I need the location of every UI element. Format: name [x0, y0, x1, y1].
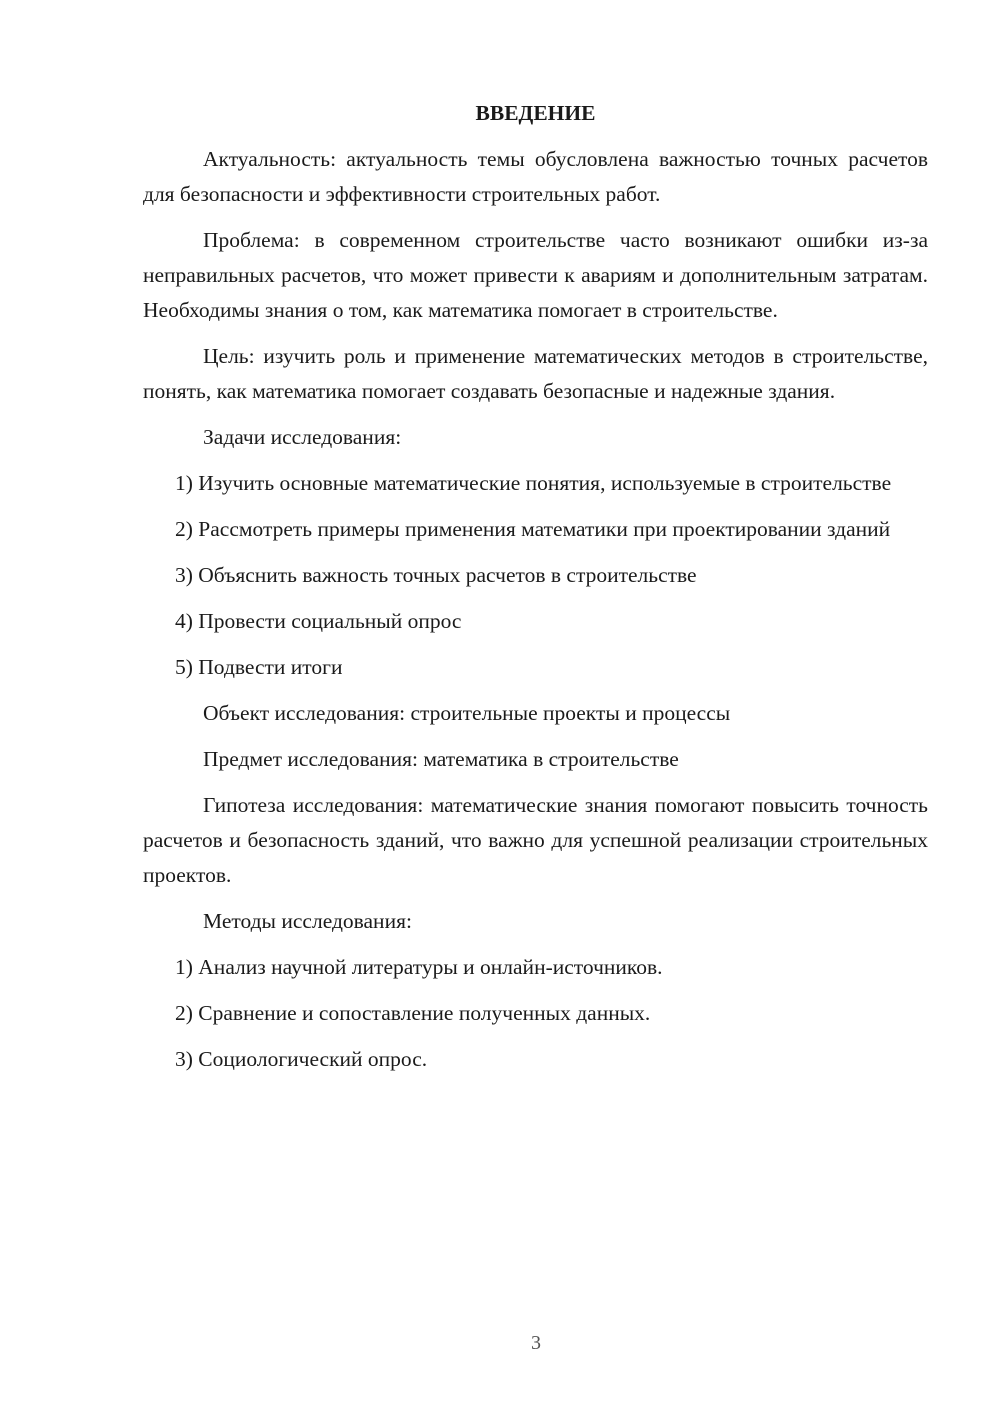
document-body: [143, 96, 928, 1088]
task-item: 3) Объяснить важность точных расчетов в строительстве: [175, 563, 697, 587]
problem-paragraph: Проблема: в современном строительстве часто возникают ошибки из-за неправильных расчетов, что может привести к авариям и дополнительным затратам. Необходимы знания о том, как математика помогает в строительстве.: [143, 228, 928, 322]
method-item: 2) Сравнение и сопоставление полученных данных.: [175, 1001, 651, 1025]
relevance-paragraph: Актуальность: актуальность темы обусловлена важностью точных расчетов для безопасности и эффективности строительных работ.: [143, 147, 928, 206]
task-item: 4) Провести социальный опрос: [175, 609, 462, 633]
task-item: 2) Рассмотреть примеры применения математики при проектировании зданий: [175, 517, 891, 541]
task-item: 1) Изучить основные математические понятия, используемые в строительстве: [175, 471, 892, 495]
hypothesis-paragraph: Гипотеза исследования: математические знания помогают повысить точность расчетов и безопасность зданий, что важно для успешной реализации строительных проектов.: [143, 793, 928, 887]
task-item: 5) Подвести итоги: [175, 655, 343, 679]
object-paragraph: Объект исследования: строительные проекты и процессы: [203, 701, 731, 725]
goal-paragraph: Цель: изучить роль и применение математических методов в строительстве, понять, как математика помогает создавать безопасные и надежные здания.: [143, 344, 928, 403]
section-title: ВВЕДЕНИЕ: [475, 101, 596, 125]
method-item: 3) Социологический опрос.: [175, 1047, 428, 1071]
tasks-heading: Задачи исследования:: [203, 425, 402, 449]
method-item: 1) Анализ научной литературы и онлайн-источников.: [175, 955, 663, 979]
page-number: 3: [531, 1332, 541, 1354]
subject-paragraph: Предмет исследования: математика в строительстве: [203, 747, 679, 771]
methods-heading: Методы исследования:: [203, 909, 412, 933]
